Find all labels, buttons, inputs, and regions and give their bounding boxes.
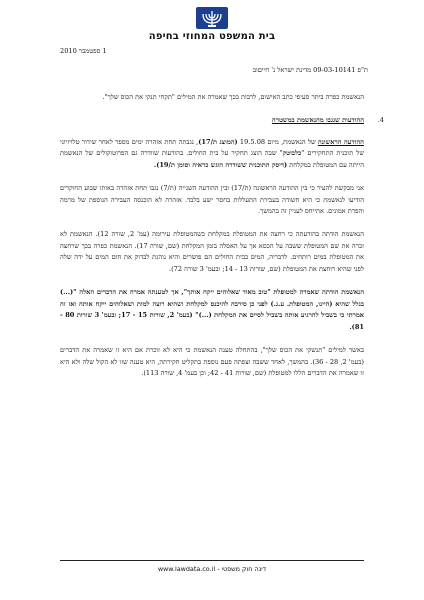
section-heading <box>60 115 384 127</box>
footer-divider <box>60 560 364 561</box>
section-number: 4. <box>377 116 384 125</box>
paragraph-second-statement: אני מבקשת להעיר כי בין ההודעה הראשונה (ת/17) ובין ההודעה השנייה (ת/7) נגבו תחת אזהרה באותו שבוע החוקרים הודיעו לנאשמת כי היא חשודה בעבירת התעללות בחסר ישע בלבד. אזהרה לא הוכנסה העבירה הנוספת של מרמה והפרת אמונים. אתייחס לעניין זה בהמשך. <box>60 183 364 216</box>
footer-source: דינה חוק משפטי - www.lawdata.co.il <box>157 565 267 573</box>
first-statement-text-b: , נגבתה תחת אזהרה ימים מספר לאחר שידור טלויזיוני של תוכנית התחקירים " <box>60 137 364 158</box>
case-reference: ת"פ 09-03-10141 מדינת ישראל נ' חייםוב <box>252 66 368 74</box>
section-title: ההודעות שנגבו מהנאשמת במשטרה <box>271 116 364 125</box>
court-name: בית המשפט המחוזי בחיפה <box>148 31 276 42</box>
paragraph-plea: הנאשמת כפרה ביתר סעיפי כתב האישום, לרבות בכך שאמרה את המילים "תקחי תנקי את הכוס שלך". <box>102 93 364 101</box>
document-body <box>60 92 384 391</box>
first-statement-text-a: של הנאשמת, מיום 19.5.08 <box>237 137 318 146</box>
paragraph-first-statement <box>60 137 364 172</box>
paragraph-quote: הנאשמת הודתה שאמרה למטופלת "טוב מאוד שאלוהים ייקח אותך", אך לטענתה אמרה את הדברים האלה "(...) בגלל שהיא (היינו, המטופלת. ע.ג.) לפני כן סירבה להיכנס למקלחת ושהיא רוצה למות ושאלוהים ייקח אותה ואז זה אמרתי כי בשביל להרגיע אותה בשביל לסיים את המקלחת (...)" (בעמ' 2, שורות 15 - 17; ובעמ' 3 שורות 80 - 81). <box>60 288 364 331</box>
first-statement-lead: ההודעה הראשונה <box>317 137 364 146</box>
document-date: 1 ספטמבר 2010 <box>60 47 107 55</box>
first-statement-text-c: " שבה הוצג תחקיר על בית החולים. בהודעות שוודרה גם הפרוטוקולים של הנאשמת הייתה עם המטופלת במקלחת <box>60 149 364 169</box>
menorah-emblem-icon <box>195 6 229 30</box>
program-name: כלבוטק <box>282 149 302 158</box>
paragraph-denial: באשר למילים "תנשקי את הכוס שלך", בהתחלה טענה הנאשמת כי היא לא זוכרת אם היא זו שאמרה את הדברים (בעמ' 2, 28 - 36). בהמשך, לאחר ששבה וצפתה פעם נוספת בתקליט חקירתה, היא טענה שזו לא הקול שלה ולא היא זו שאמרה את הדברים הללו למטופלת (שם, שורות 41 - 42; וכן בעמ' 4, שורה 113). <box>60 346 364 378</box>
paragraph-shower: הנאשמת הודתה בהודעתה כי רחצה את המטופלת במקלחת כשהמטופלת עירומה (עמ' 2, שורה 12). הנאשמת לא זכרה את שם המטופלת ששבה על הכסא אך על האסלה בזמן המקלחת (שם, שורה 17). הנאשמת כפרה בכך שרחצה את המטופלת במים רותחים. לדבריה, המים בבית החולים הם פושרים והיא נוהגת לבדוק את חום המים על ידה שלה לפני שהיא רוחצת את המטופלת (שם, שורות 13 - 14; ובעמ' 3 שורה 72). <box>60 230 365 274</box>
exhibit-ref-t17: (המוצג ת/17) <box>198 137 238 146</box>
exhibit-ref-t19: (דיסק התוכנית ששודרה הוגש כראיה וסומן ת/19). <box>153 160 288 169</box>
